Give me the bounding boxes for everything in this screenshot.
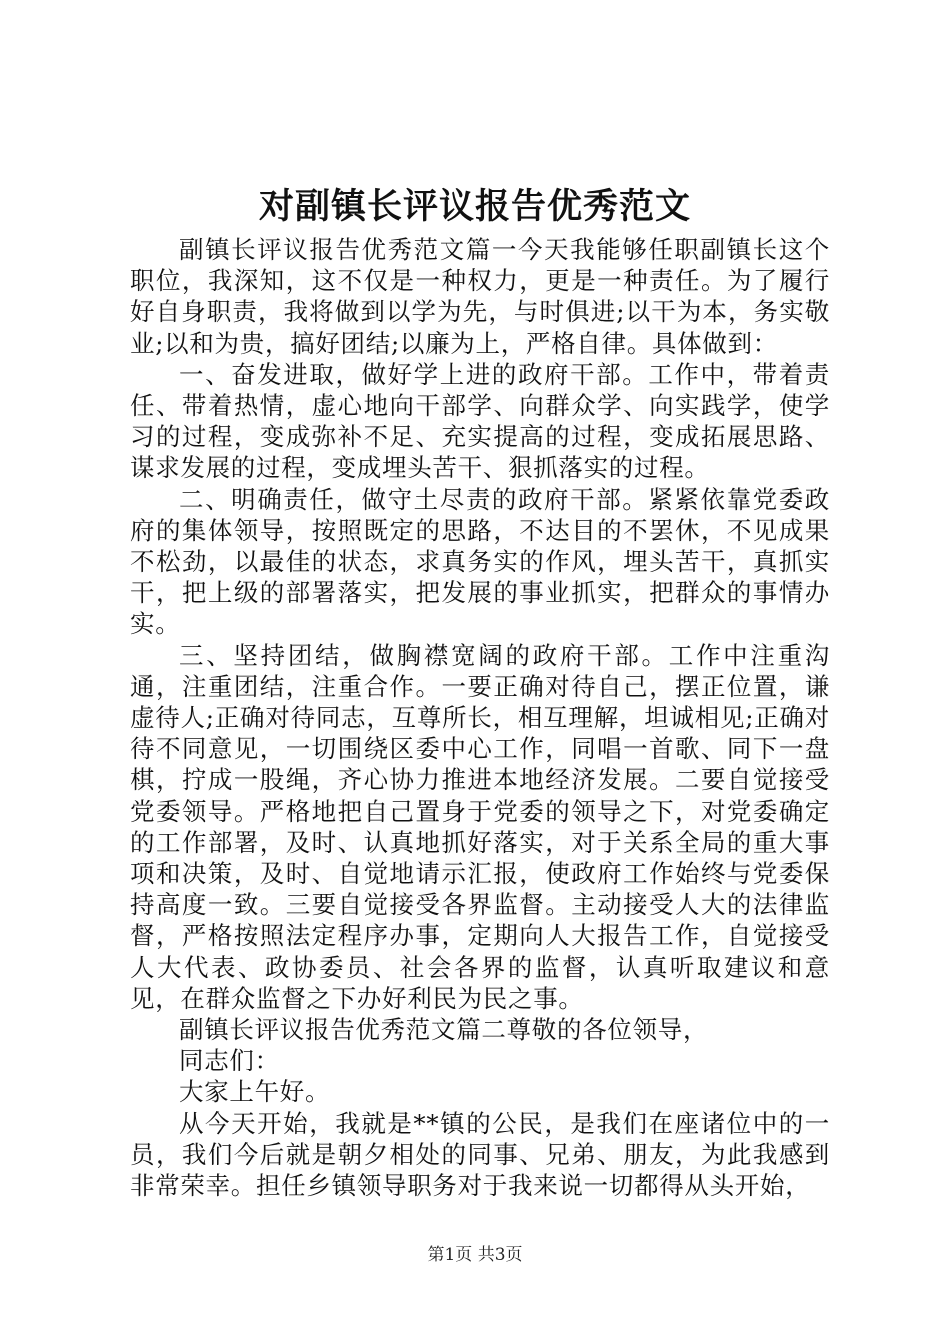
paragraph: 三、坚持团结，做胸襟宽阔的政府干部。工作中注重沟通，注重团结，注重合作。一要正确对待自己，摆正位置，谦虚待人;正确对待同志，互尊所长，相互理解，坦诚相见;正确对待不同意见，一切围绕区委中心工作，同唱一首歌、同下一盘棋，拧成一股绳，齐心协力推进本地经济发展。二要自觉接受党委领导。严格地把自己置身于党委的领导之下，对党委确定的工作部署，及时、认真地抓好落实，对于关系全局的重大事项和决策，及时、自觉地请示汇报，使政府工作始终与党委保持高度一致。三要自觉接受各界监督。主动接受人大的法律监督，严格按照法定程序办事，定期向人大报告工作，自觉接受人大代表、政协委员、社会各界的监督，认真听取建议和意见，在群众监督之下办好利民为民之事。 <box>130 640 830 1013</box>
page-footer: 第1页 共3页 <box>427 1245 523 1265</box>
paragraph: 从今天开始，我就是**镇的公民，是我们在座诸位中的一员，我们今后就是朝夕相处的同事、兄弟、朋友，为此我感到非常荣幸。担任乡镇领导职务对于我来说一切都得从头开始， <box>130 1108 830 1201</box>
paragraph: 同志们： <box>179 1046 280 1076</box>
paragraph: 一、奋发进取，做好学上进的政府干部。工作中，带着责任、带着热情，虚心地向干部学、向群众学、向实践学，使学习的过程，变成弥补不足、充实提高的过程，变成拓展思路、谋求发展的过程，变成埋头苦干、狠抓落实的过程。 <box>130 359 830 483</box>
paragraph: 大家上午好。 <box>179 1077 331 1107</box>
document-title: 对副镇长评议报告优秀范文 <box>258 186 691 227</box>
paragraph: 二、明确责任，做守土尽责的政府干部。紧紧依靠党委政府的集体领导，按照既定的思路，不达目的不罢休，不见成果不松劲，以最佳的状态，求真务实的作风，埋头苦干，真抓实干，把上级的部署落实，把发展的事业抓实，把群众的事情办实。 <box>130 484 830 639</box>
paragraph: 副镇长评议报告优秀范文篇一今天我能够任职副镇长这个职位，我深知，这不仅是一种权力，更是一种责任。为了履行好自身职责，我将做到以学为先，与时俱进;以干为本，务实敬业;以和为贵，搞好团结;以廉为上，严格自律。具体做到： <box>130 235 830 358</box>
paragraph: 副镇长评议报告优秀范文篇二尊敬的各位领导， <box>179 1015 709 1045</box>
document-body <box>130 234 830 1201</box>
